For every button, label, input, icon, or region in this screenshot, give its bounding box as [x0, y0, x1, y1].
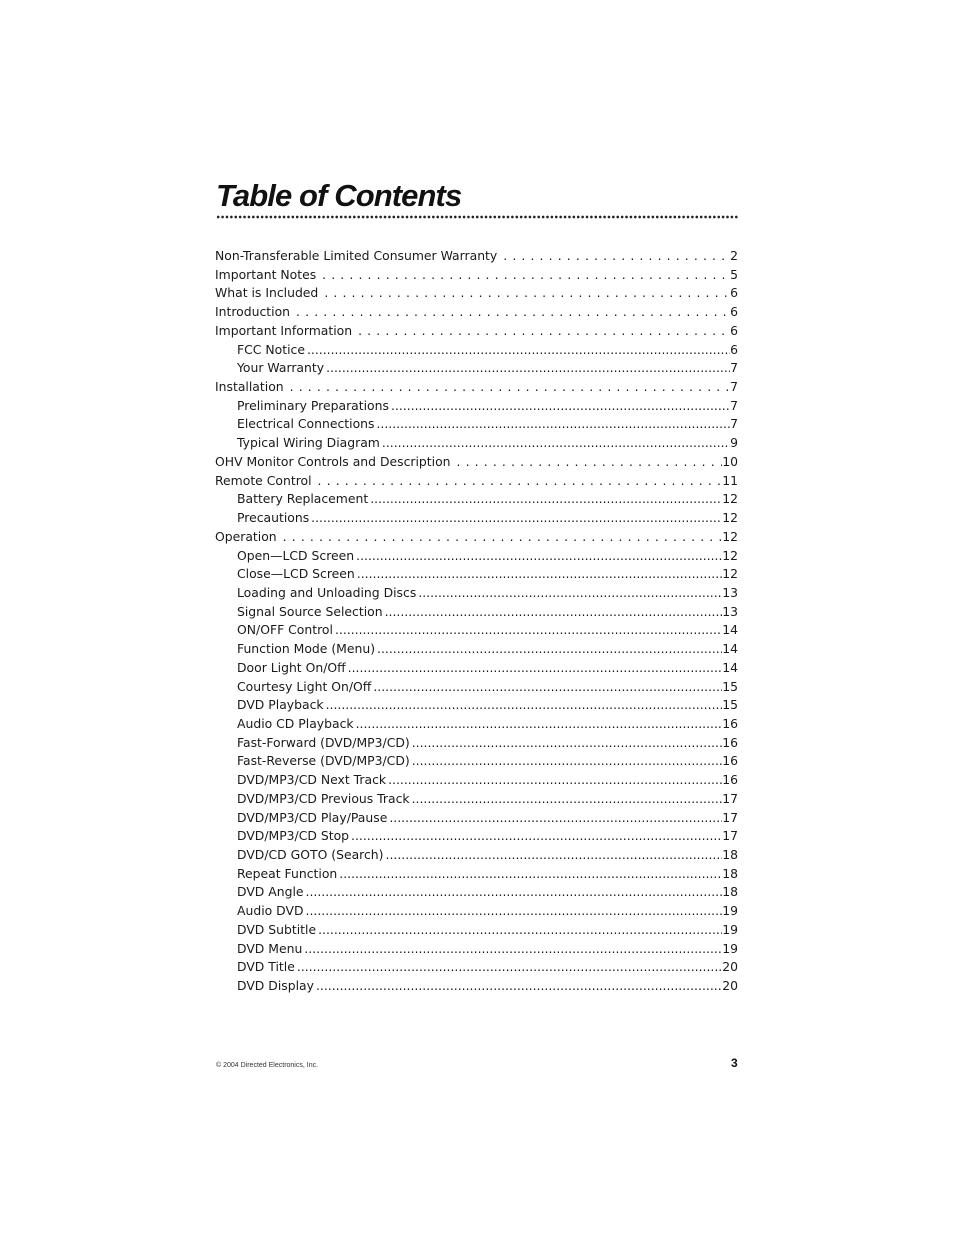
toc-entry-label: Repeat Function	[237, 865, 338, 881]
toc-entry-label: Precautions	[237, 510, 310, 526]
dot-leader	[277, 528, 723, 547]
toc-entry	[215, 584, 738, 603]
toc-entry-label: Close—LCD Screen	[237, 566, 355, 582]
toc-entry-page: 14	[722, 641, 738, 657]
toc-entry	[215, 378, 738, 397]
dot-leader	[410, 752, 723, 771]
toc-entry	[215, 472, 738, 491]
toc-entry-label: Operation	[215, 528, 277, 544]
toc-entry	[215, 453, 738, 472]
toc-entry	[215, 397, 738, 416]
toc-entry-label: Fast-Forward (DVD/MP3/CD)	[237, 734, 410, 750]
toc-entry-label: Important Information	[215, 322, 353, 338]
toc-entry	[215, 809, 738, 828]
toc-entry	[215, 659, 738, 678]
toc-entry	[215, 771, 738, 790]
toc-entry	[215, 490, 738, 509]
dot-leader	[410, 734, 722, 753]
toc-entry	[215, 322, 738, 341]
toc-entry-label: Your Warranty	[237, 360, 325, 376]
toc-entry	[215, 603, 738, 622]
toc-entry-page: 5	[730, 266, 738, 282]
toc-entry-page: 9	[730, 435, 738, 451]
toc-entry-label: Introduction	[215, 304, 291, 320]
toc-entry-page: 12	[722, 566, 738, 582]
toc-entry-label: Electrical Connections	[237, 416, 375, 432]
toc-entry-page: 19	[722, 903, 738, 919]
dot-leader	[386, 771, 722, 790]
dot-leader	[290, 303, 730, 322]
dot-leader	[302, 940, 722, 959]
toc-entry-label: DVD Subtitle	[237, 921, 317, 937]
toc-entry	[215, 921, 738, 940]
dot-leader	[318, 284, 730, 303]
dot-leader	[314, 977, 722, 996]
toc-entry-label: DVD/CD GOTO (Search)	[237, 847, 384, 862]
toc-entry-page: 14	[722, 622, 738, 638]
dot-leader	[371, 678, 722, 697]
toc-entry-label: Installation	[215, 379, 284, 395]
dot-leader	[333, 621, 722, 640]
toc-entry-page: 2	[730, 248, 738, 263]
toc-entry-label: What is Included	[215, 285, 319, 301]
dot-leader	[312, 472, 723, 491]
toc-entry-page: 6	[730, 341, 738, 357]
dotted-divider	[216, 214, 739, 220]
dot-leader	[383, 603, 723, 622]
dot-leader	[304, 902, 723, 921]
dot-leader	[352, 322, 730, 341]
toc-entry	[215, 958, 738, 977]
toc-entry-page: 12	[722, 547, 738, 563]
toc-entry	[215, 790, 738, 809]
toc-entry	[215, 715, 738, 734]
dot-leader	[349, 827, 722, 846]
dot-leader	[380, 434, 730, 453]
dot-leader	[410, 790, 723, 809]
dot-leader	[375, 640, 722, 659]
toc-entry-page: 7	[730, 416, 738, 432]
toc-entry-page: 15	[722, 697, 738, 713]
dot-leader	[389, 397, 730, 416]
toc-entry	[215, 247, 738, 266]
dot-leader	[337, 865, 722, 884]
toc-entry-label: Audio CD Playback	[237, 715, 354, 731]
dot-leader	[309, 509, 722, 528]
toc-entry-page: 19	[722, 921, 738, 937]
toc-entry-label: FCC Notice	[237, 341, 305, 357]
toc-entry-page: 6	[730, 322, 738, 338]
toc-entry-page: 18	[722, 847, 738, 862]
dot-leader	[387, 809, 722, 828]
toc-entry-label: Important Notes	[215, 266, 317, 282]
toc-entry	[215, 565, 738, 584]
toc-entry	[215, 621, 738, 640]
toc-entry-label: DVD/MP3/CD Play/Pause	[237, 809, 388, 825]
toc-entry-page: 16	[722, 715, 738, 731]
toc-entry	[215, 640, 738, 659]
dot-leader	[305, 341, 730, 360]
toc-entry-label: DVD Title	[237, 959, 295, 975]
toc-entry-label: Battery Replacement	[237, 491, 369, 507]
toc-entry-page: 10	[722, 453, 738, 469]
toc-entry-page: 7	[730, 379, 738, 395]
toc-entry-page: 17	[722, 790, 738, 806]
toc-entry	[215, 528, 738, 547]
toc-entry-label: Courtesy Light On/Off	[237, 678, 372, 694]
toc-entry	[215, 883, 738, 902]
toc-entry	[215, 940, 738, 959]
toc-entry-page: 16	[722, 734, 738, 750]
toc-entry	[215, 415, 738, 434]
dot-leader	[355, 565, 722, 584]
toc-entry-page: 16	[722, 753, 738, 769]
toc-entry-page: 12	[722, 528, 738, 544]
toc-entry-page: 13	[722, 584, 738, 600]
toc-entry-page: 6	[730, 304, 738, 320]
toc-entry	[215, 359, 738, 378]
toc-entry-page: 6	[730, 285, 738, 301]
toc-entry	[215, 827, 738, 846]
toc-entry-page: 15	[722, 678, 738, 694]
toc-entry	[215, 284, 738, 303]
dot-leader	[324, 359, 730, 378]
toc-entry-page: 20	[722, 978, 738, 994]
toc-entry-label: DVD/MP3/CD Previous Track	[237, 790, 410, 806]
toc-entry-label: Open—LCD Screen	[237, 547, 355, 563]
toc-entry-label: Preliminary Preparations	[237, 397, 389, 413]
toc-entry-label: Loading and Unloading Discs	[237, 584, 417, 600]
toc-entry-page: 11	[722, 472, 738, 488]
toc-entry-page: 18	[722, 884, 738, 900]
toc-entry	[215, 846, 738, 865]
toc-entry	[215, 977, 738, 996]
dot-leader	[451, 453, 723, 472]
toc-entry	[215, 734, 738, 753]
toc-entry-page: 16	[722, 772, 738, 788]
toc-entry-label: Audio DVD	[237, 903, 304, 919]
toc-entry	[215, 678, 738, 697]
toc-entry	[215, 865, 738, 884]
toc-entry	[215, 752, 738, 771]
toc-entry-label: Non-Transferable Limited Consumer Warranty	[215, 248, 498, 263]
toc-entry-page: 20	[722, 959, 738, 975]
dot-leader	[346, 659, 723, 678]
toc-entry-label: ON/OFF Control	[237, 622, 333, 638]
toc-entry-label: DVD/MP3/CD Next Track	[237, 772, 387, 788]
toc-entry-label: Door Light On/Off	[237, 659, 346, 675]
toc-entry	[215, 547, 738, 566]
toc-entry-label: Function Mode (Menu)	[237, 641, 376, 657]
toc-entry-page: 7	[730, 397, 738, 413]
toc-entry-page: 19	[722, 940, 738, 956]
toc-entry-page: 7	[730, 360, 738, 376]
toc-entry-label: Fast-Reverse (DVD/MP3/CD)	[237, 753, 410, 769]
dot-leader	[316, 921, 722, 940]
page-title: Table of Contents	[216, 178, 462, 213]
toc-entry-page: 18	[722, 865, 738, 881]
toc-entry-label: DVD/MP3/CD Stop	[237, 828, 350, 844]
dot-leader	[295, 958, 722, 977]
toc-entry-label: DVD Angle	[237, 884, 304, 900]
toc-entry-page: 14	[722, 659, 738, 675]
dot-leader	[304, 883, 723, 902]
dot-leader	[384, 846, 723, 865]
dot-leader	[316, 266, 730, 285]
toc-entry-page: 12	[722, 491, 738, 507]
toc-entry-label: Typical Wiring Diagram	[237, 435, 380, 451]
dot-leader	[284, 378, 730, 397]
dot-leader	[354, 715, 723, 734]
toc-entry	[215, 341, 738, 360]
toc-entry-page: 12	[722, 510, 738, 526]
toc-entry-page: 17	[722, 809, 738, 825]
toc-entry-page: 13	[722, 603, 738, 619]
toc-entry	[215, 434, 738, 453]
toc-entry-label: DVD Display	[237, 978, 314, 994]
toc-entry-label: DVD Menu	[237, 940, 303, 956]
dot-leader	[368, 490, 722, 509]
toc-entry	[215, 303, 738, 322]
dot-leader	[374, 415, 730, 434]
toc-entry	[215, 902, 738, 921]
toc-entry	[215, 266, 738, 285]
dot-leader	[324, 696, 723, 715]
toc-entry-label: Signal Source Selection	[237, 603, 383, 619]
dot-leader	[497, 247, 730, 266]
toc-entry	[215, 509, 738, 528]
toc-entry-label: DVD Playback	[237, 697, 324, 713]
copyright-notice: © 2004 Directed Electronics, Inc.	[216, 1062, 319, 1069]
toc-entry-page: 17	[722, 828, 738, 844]
dot-leader	[354, 547, 722, 566]
toc-entry	[215, 696, 738, 715]
page-number: 3	[731, 1056, 738, 1070]
dot-leader	[416, 584, 722, 603]
table-of-contents	[215, 247, 738, 996]
toc-entry-label: Remote Control	[215, 472, 312, 488]
toc-entry-label: OHV Monitor Controls and Description	[215, 453, 451, 469]
